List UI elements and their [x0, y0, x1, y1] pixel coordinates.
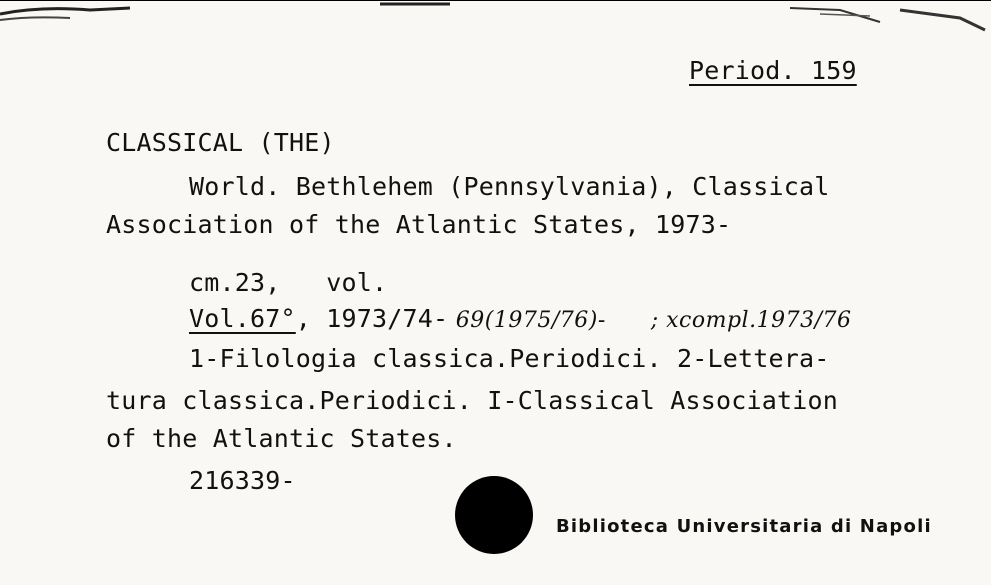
holdings-handwritten: 69(1975/76)- ; xcompl.1973/76 [448, 308, 852, 333]
title-line-2: Association of the Atlantic States, 1973- [106, 210, 732, 239]
subject-line-3: of the Atlantic States. [106, 424, 457, 453]
inventory-number: 216339- [189, 466, 296, 495]
library-stamp-text: Biblioteca Universitaria di Napoli [556, 516, 932, 537]
subject-line-2: tura classica.Periodici. I-Classical Association [106, 386, 839, 415]
holdings-label: Vol.67° [189, 304, 296, 333]
torn-edge-marks [0, 0, 991, 38]
call-number: Period. 159 [689, 56, 857, 85]
subject-line-1: 1-Filologia classica.Periodici. 2-Lettera- [189, 344, 830, 373]
title-line-1: World. Bethlehem (Pennsylvania), Classical [189, 172, 830, 201]
holdings-separator: , [295, 304, 327, 333]
format-line: cm.23, vol. [189, 268, 388, 297]
holdings-typed: 1973/74- [326, 304, 449, 333]
holdings-line [189, 304, 851, 336]
main-heading: CLASSICAL (THE) [106, 128, 335, 157]
library-stamp-dot [455, 476, 533, 554]
